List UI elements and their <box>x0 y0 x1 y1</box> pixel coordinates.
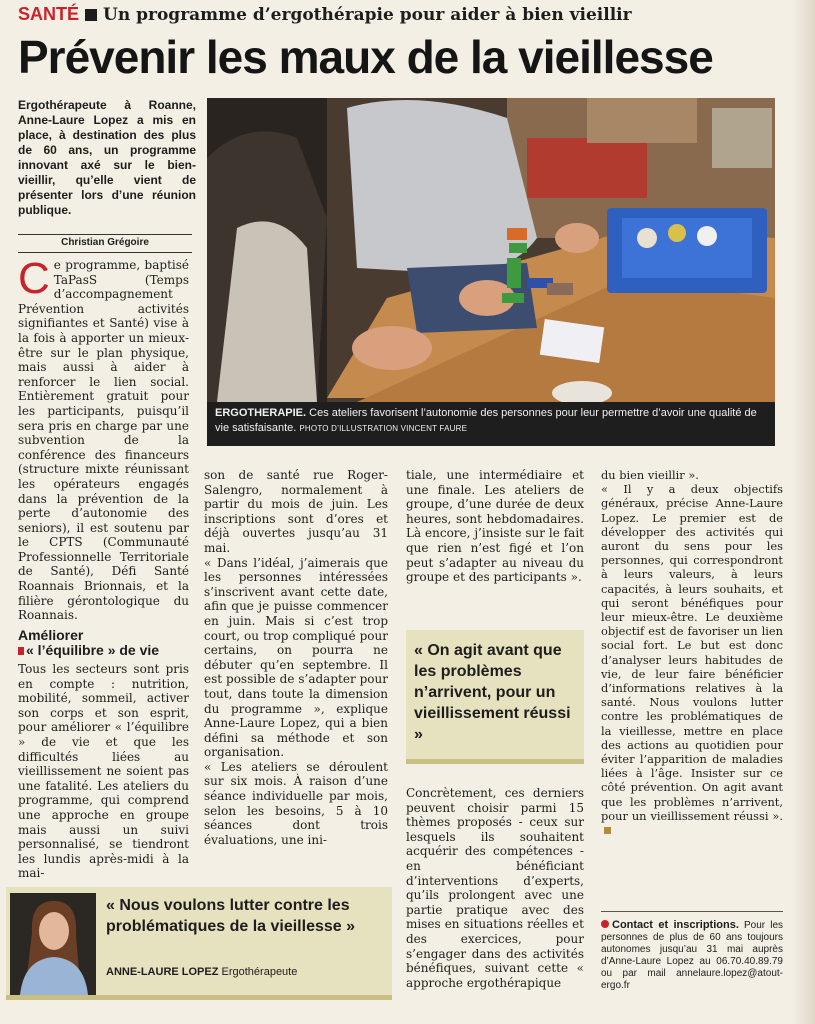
author-name: ANNE-LAURE LOPEZ <box>106 966 219 978</box>
kicker: Un programme d’ergothérapie pour aider à bien vieillir <box>103 5 632 25</box>
chapo: Ergothérapeute à Roanne, Anne-Laure Lopez a mis en place, à destination des plus de 60 ans, un programme innovant axé sur le bien-vieillir, qu’elle vient de présenter lors d’une réunion publique. <box>18 98 196 217</box>
subhead-line-2: « l’équilibre » de vie <box>26 642 160 658</box>
body-text: e programme, baptisé TaPasS (Temps d’accompagnement Prévention activités signifiantes et Santé) vise à la fois à apporter un mieux-être sur le plan physique, mais aussi à aider à renforcer le lien social. Entièrement gratuit pour les participants, puisqu’il sera pris en charge par une subvention de la conférence des financeurs (structure mixte réunissant les opérateurs engagés dans la prévention de la perte d’autonomie des seniors), il est soutenu par le CPTS (Communauté Professionnelle Territoriale de Santé), Défi Santé Roannais Brionnais, et la filière gérontologique du Roannais. <box>18 258 189 623</box>
photo-illustration <box>207 98 775 402</box>
subhead <box>18 628 198 658</box>
bullet-icon <box>601 920 609 928</box>
body-text: « Les ateliers se déroulent sur six mois. À raison d’une séance individuelle par mois, selon les besoins, 5 à 10 séances dont trois évaluations, une ini- <box>204 759 388 847</box>
photo-credit: PHOTO D’ILLUSTRATION VINCENT FAURE <box>299 424 468 433</box>
end-mark-icon <box>604 827 611 834</box>
caption-lead: ERGOTHERAPIE. <box>215 407 307 419</box>
byline-rule <box>18 234 192 235</box>
quote-box <box>6 887 392 1000</box>
article-photo <box>207 98 775 444</box>
portrait-photo <box>10 893 96 995</box>
byline: Christian Grégoire <box>61 237 149 248</box>
pull-quote-bottom: « Nous voulons lutter contre les problématiques de la vieillesse » <box>106 897 355 935</box>
quote-attribution <box>106 965 386 979</box>
square-bullet-icon <box>85 9 97 21</box>
photo-caption <box>207 402 775 446</box>
pull-quote: « On agit avant que les problèmes n’arrivent, pour un vieillissement réussi » <box>406 630 584 764</box>
contact-text: Pour les personnes de plus de 60 ans toujours autonomes jusqu’au 31 mai auprès d’Anne-Laure Lopez au 06.70.40.89.79 ou par mail annelaure.lopez@atout-ergo.fr <box>601 920 784 991</box>
contact-box <box>601 919 783 992</box>
body-text: Concrètement, ces derniers peuvent choisir parmi 15 thèmes proposés - ceux sur lesquels ils souhaitent acquérir des compétences - en bénéficiant d’interventions d’experts, qu’ils prolongent avec une partie pratique avec des mises en situations réelles et des exercices, pour s’engager dans des activités bénéfiques, suivant cette « approche ergothérapique <box>406 786 584 990</box>
article-column-3-bottom <box>406 786 584 990</box>
author-portrait <box>10 893 96 995</box>
subhead-line-1: Améliorer <box>18 627 84 643</box>
article-column-1-bottom <box>18 662 189 881</box>
section-rubric <box>18 2 808 26</box>
article-column-1-top <box>18 254 189 623</box>
author-role: Ergothérapeute <box>221 966 298 978</box>
article-column-4 <box>601 468 783 837</box>
contact-lead: Contact et inscriptions. <box>612 919 739 931</box>
body-text <box>601 482 783 837</box>
body-text: tiale, une intermédiaire et une finale. Les ateliers de groupe, d’une durée de deux heures, sont hebdomadaires. Là encore, j’insiste sur le fait que rien n’est figé et l’on peut s’adapter au niveau du groupe et des participants ». <box>406 468 584 585</box>
section-label: SANTÉ <box>18 4 80 24</box>
drop-cap: C <box>18 254 50 303</box>
article-column-2 <box>204 468 388 847</box>
body-text: Tous les secteurs sont pris en compte : nutrition, mobilité, sommeil, activer son corps et son esprit, pour améliorer « l’équilibre » de vie et que les difficultés liées au vieillissement ne soient pas une fatalité. Les ateliers du programme, qui comprend une approche en groupe mais aussi un suivi personnalisé, se tiendront les lundis après-midi à la mai- <box>18 662 189 881</box>
page-edge <box>793 0 815 1024</box>
body-text: du bien vieillir ». <box>601 468 699 482</box>
headline: Prévenir les maux de la vieillesse <box>18 31 713 83</box>
subhead-marker-icon <box>18 647 24 655</box>
caption-text: Ces ateliers favorisent l’autonomie des personnes pour leur permettre d’avoir une qualité de vie satisfaisante. <box>215 407 757 434</box>
contact-rule <box>601 911 783 912</box>
byline-rule-bottom <box>18 252 192 253</box>
body-text: son de santé rue Roger-Salengro, normalement à partir du mois de juin. Les inscriptions sont d’ores et déjà ouvertes jusqu’au 31 mai. <box>204 468 388 555</box>
body-text: « Dans l’idéal, j’aimerais que les personnes intéressées s’inscrivent avant cette date, afin que je puisse commencer en juin. Mais si c’est trop court, ou trop compliqué pour certains, on pourra ne débuter qu’en septembre. Il est possible de s’adapter pour tout, dans toute la dimension du programme », explique Anne-Laure Lopez, qui a bien défini sa méthode et son organisation. <box>204 555 388 760</box>
body-text-span: « Il y a deux objectifs généraux, précise Anne-Laure Lopez. Le premier est de développer des activités qui auront du sens pour les personnes, qui correspondront à leurs valeurs, à leurs capacités, à leurs souhaits, et qui seront bénéfiques pour leur mieux-être. Le deuxième objectif est de favoriser un lien social fort. Le but est donc d’analyser leurs habitudes de vie, de leur faire bénéficier d’informations relatives à la santé. Nous voulons lutter contre les problématiques de la vieillesse, mettre en place des actions au quotidien pour éviter l’apparition de maladies liées à l’âge. Insister sur ce côté prévention. On agit avant que les problèmes n’arrivent, pour un vieillissement réussi ». <box>601 482 783 823</box>
article-column-3-top <box>406 468 584 585</box>
